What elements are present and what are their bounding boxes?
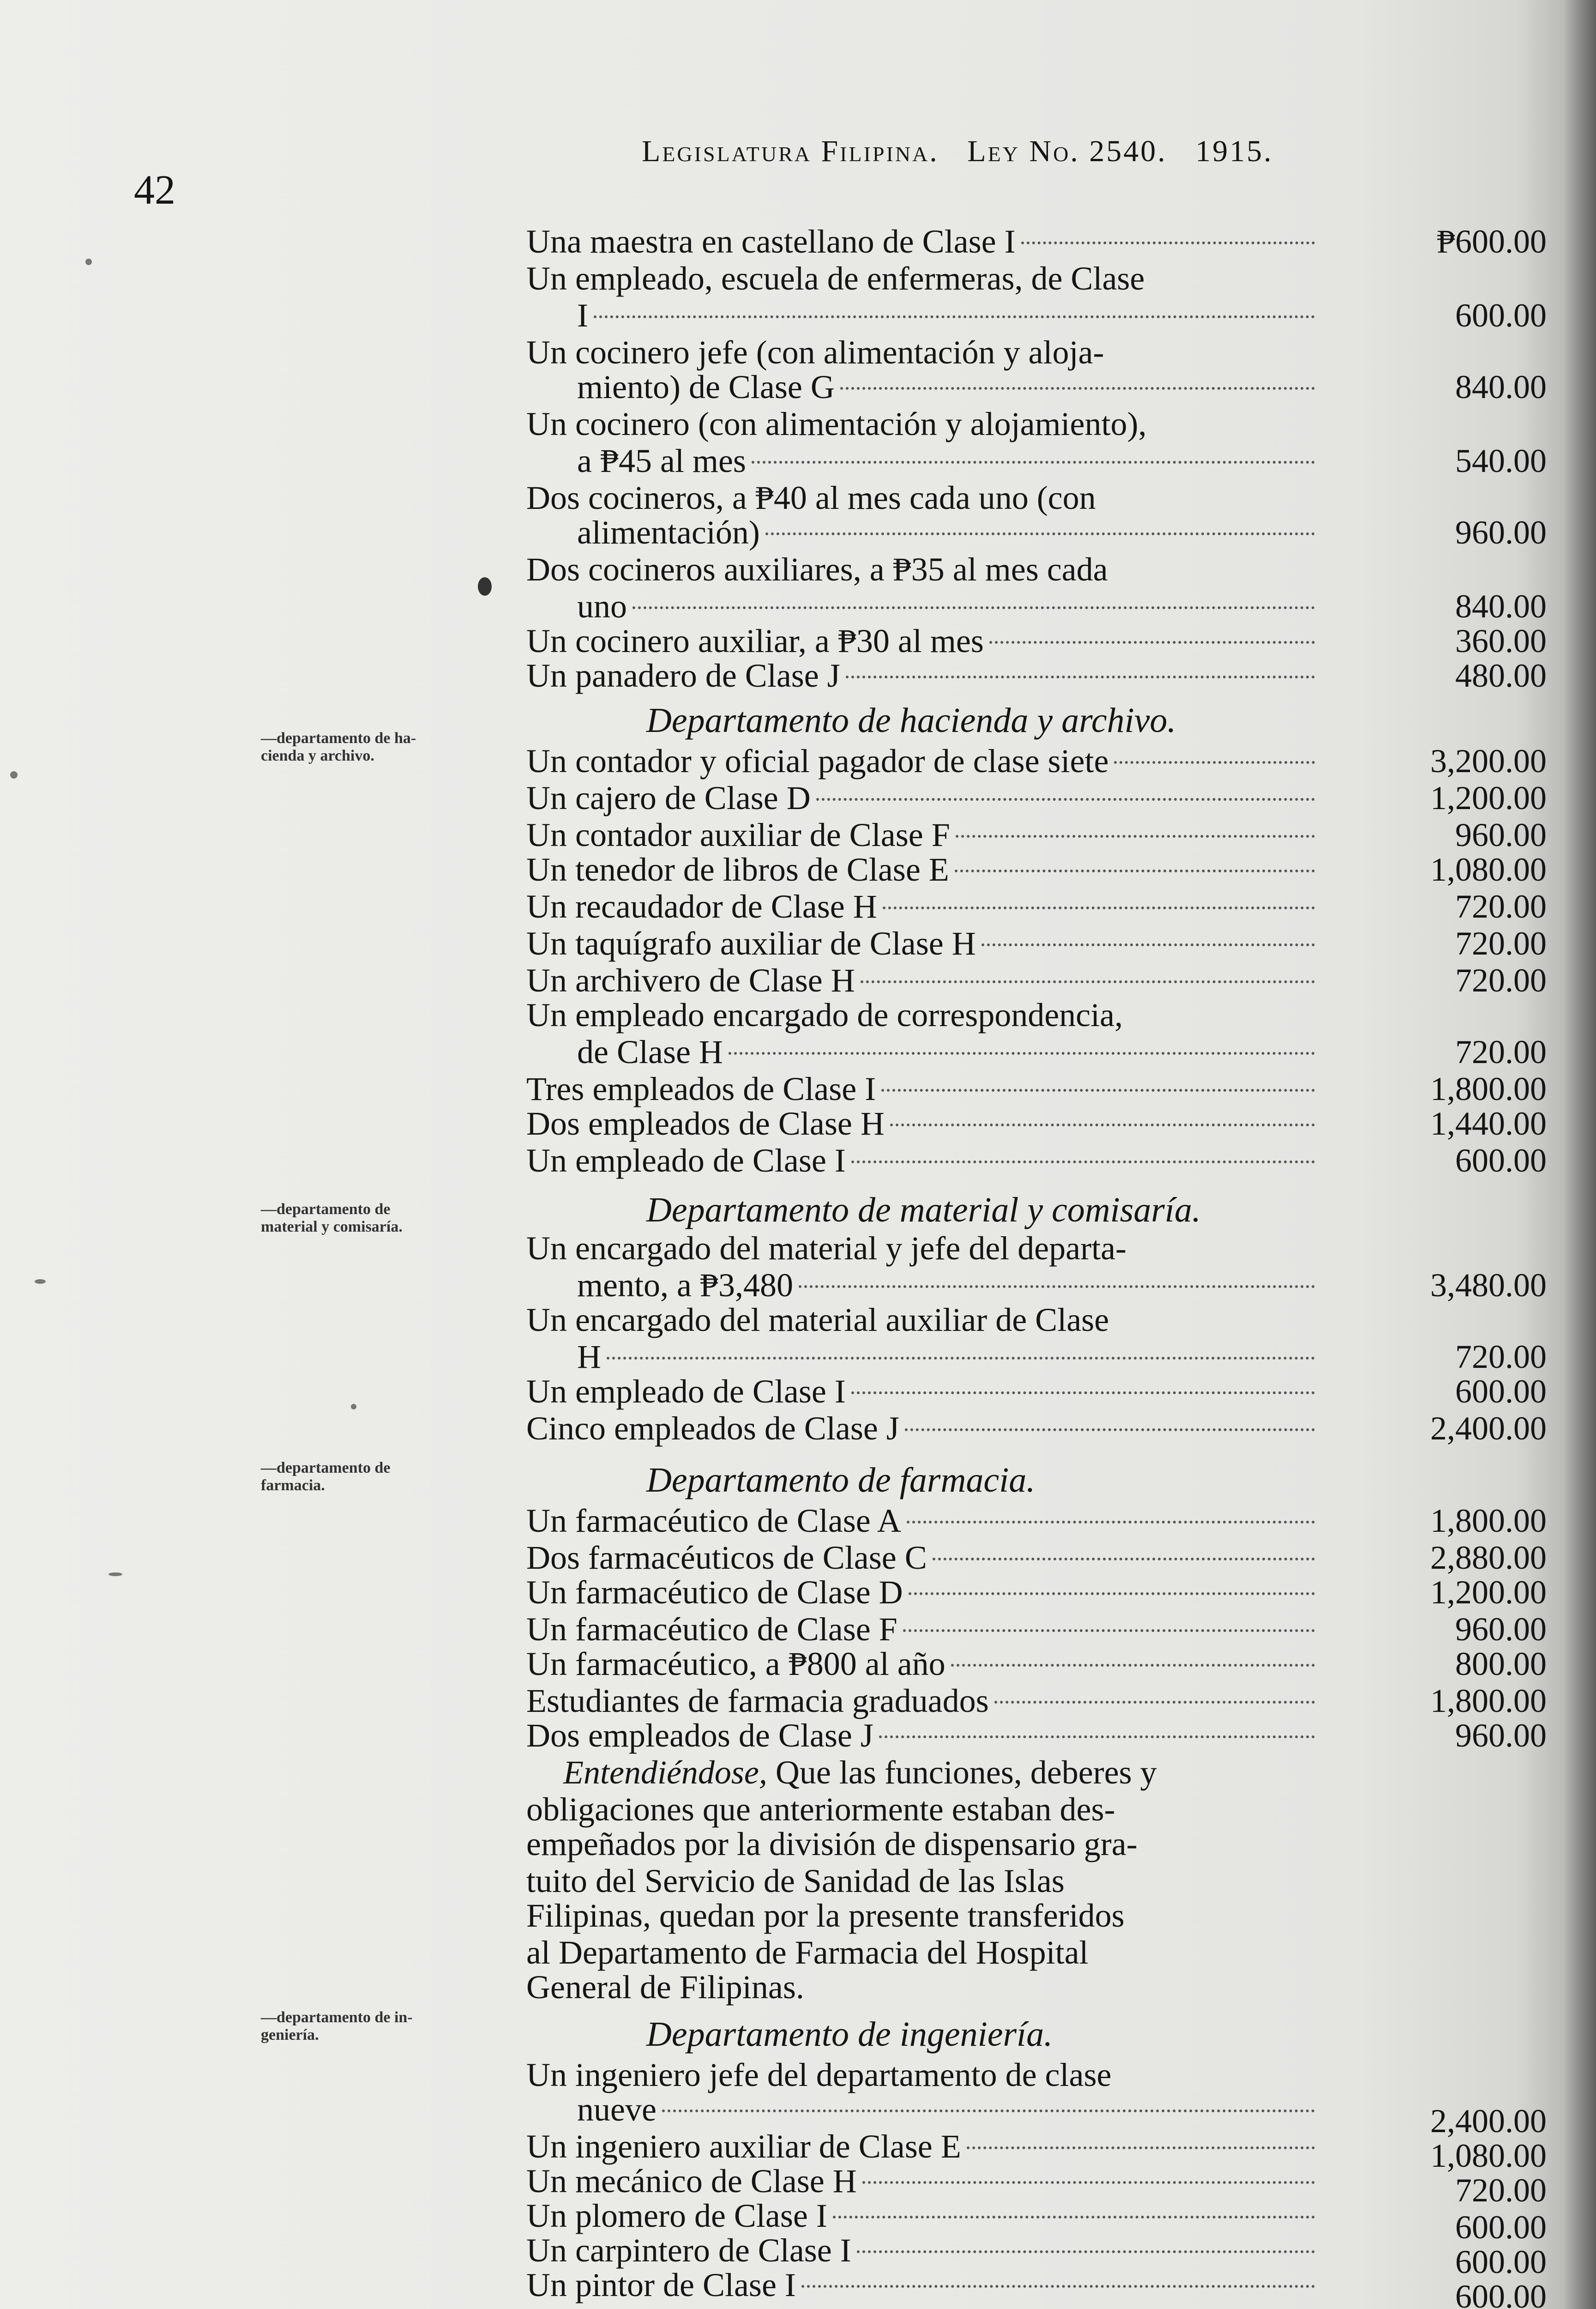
entry-amount: 600.00	[1455, 1373, 1547, 1410]
entry-amount: 600.00	[1455, 2278, 1547, 2309]
entry-line: Dos cocineros, a ₱40 al mes cada uno (con	[526, 479, 1096, 516]
entry-amount: 600.00	[1455, 1142, 1547, 1179]
entry-line: Un empleado de Clase I	[526, 1143, 1320, 1178]
proviso-line: Filipinas, quedan por la presente transferidos	[526, 1897, 1125, 1934]
entry-line: de Clase H	[577, 1034, 1320, 1070]
entry-line: Un pintor de Clase I	[526, 2267, 1320, 2303]
entry-line: miento) de Clase G	[577, 369, 1320, 405]
entry-line: uno	[577, 589, 1320, 624]
entry-line: Un farmacéutico de Clase A	[526, 1503, 1320, 1538]
entry-line: mento, a ₱3,480	[577, 1268, 1320, 1303]
entry-amount: 960.00	[1455, 1717, 1547, 1754]
entry-amount: 960.00	[1455, 514, 1547, 551]
proviso-line: General de Filipinas.	[526, 1969, 804, 2006]
entry-amount: ₱600.00	[1436, 223, 1547, 260]
entry-amount: 480.00	[1455, 657, 1547, 694]
section-heading: Departamento de hacienda y archivo.	[646, 701, 1176, 740]
entry-line: Cinco empleados de Clase J	[526, 1411, 1320, 1446]
entry-amount: 720.00	[1455, 925, 1547, 962]
header-title: Legislatura Filipina.	[642, 134, 939, 168]
entry-amount: 1,200.00	[1430, 1574, 1547, 1611]
entry-line: Un farmacéutico de Clase D	[526, 1575, 1320, 1610]
entry-line: Un recaudador de Clase H	[526, 889, 1320, 924]
entry-line: Un cocinero (con alimentación y alojamiento),	[526, 405, 1147, 442]
entry-amount: 800.00	[1455, 1645, 1547, 1682]
entry-amount: 720.00	[1455, 2172, 1547, 2209]
margin-note: —departamento de ha- cienda y archivo.	[261, 730, 416, 764]
entry-amount: 840.00	[1455, 369, 1547, 405]
entry-amount: 2,400.00	[1430, 2103, 1547, 2140]
proviso-line: empeñados por la división de dispensario gra-	[526, 1825, 1138, 1862]
entry-line: Un contador y oficial pagador de clase siete	[526, 743, 1320, 779]
ink-speck	[35, 1279, 46, 1284]
entry-amount: 840.00	[1455, 588, 1547, 625]
entry-line: Un encargado del material y jefe del departa-	[526, 1230, 1127, 1267]
entry-line: Tres empleados de Clase I	[526, 1071, 1320, 1106]
entry-amount: 3,200.00	[1430, 743, 1547, 780]
entry-line: Dos empleados de Clase H	[526, 1106, 1320, 1141]
header-law: Ley No. 2540.	[967, 134, 1167, 168]
entry-amount: 720.00	[1455, 1034, 1547, 1070]
entry-line: Un tenedor de libros de Clase E	[526, 852, 1320, 887]
entry-line: Un archivero de Clase H	[526, 963, 1320, 998]
entry-line: nueve	[577, 2092, 1320, 2127]
entry-amount: 600.00	[1455, 2243, 1547, 2280]
entry-line: Un taquígrafo auxiliar de Clase H	[526, 926, 1320, 961]
entry-amount: 3,480.00	[1430, 1267, 1547, 1304]
entry-amount: 1,800.00	[1430, 1502, 1547, 1539]
entry-amount: 1,800.00	[1430, 1070, 1547, 1107]
section-heading: Departamento de farmacia.	[646, 1461, 1036, 1499]
binding-edge-shadow	[1564, 0, 1596, 2309]
entry-amount: 540.00	[1455, 442, 1547, 479]
entry-amount: 1,200.00	[1430, 780, 1547, 816]
entry-line: Un cocinero jefe (con alimentación y aloja-	[526, 334, 1104, 371]
entry-amount: 1,080.00	[1430, 2137, 1547, 2174]
section-heading: Departamento de ingeniería.	[646, 2015, 1053, 2054]
entry-amount: 2,880.00	[1430, 1539, 1547, 1576]
section-heading: Departamento de material y comisaría.	[646, 1191, 1201, 1229]
ink-speck	[351, 1404, 356, 1409]
entry-line: Un cajero de Clase D	[526, 780, 1320, 816]
page-number: 42	[134, 167, 175, 213]
entry-line: Un ingeniero jefe del departamento de clase	[526, 2056, 1112, 2093]
entry-line: Un encargado del material auxiliar de Clase	[526, 1301, 1109, 1338]
entry-amount: 360.00	[1455, 623, 1547, 659]
proviso-line: al Departamento de Farmacia del Hospital	[526, 1934, 1089, 1971]
proviso-lead: Entendiéndose,	[563, 1754, 767, 1791]
proviso-line: obligaciones que anteriormente estaban des-	[526, 1791, 1115, 1828]
entry-amount: 1,080.00	[1430, 851, 1547, 888]
entry-line: Un mecánico de Clase H	[526, 2164, 1320, 2199]
entry-line: alimentación)	[577, 515, 1320, 550]
entry-amount: 720.00	[1455, 1338, 1547, 1375]
entry-line: H	[577, 1339, 1320, 1374]
ink-speck	[478, 577, 492, 596]
entry-amount: 720.00	[1455, 962, 1547, 999]
entry-amount: 600.00	[1455, 2209, 1547, 2246]
entry-amount: 960.00	[1455, 1611, 1547, 1648]
entry-line: I	[577, 298, 1320, 333]
margin-note: —departamento de material y comisaría.	[261, 1201, 403, 1235]
margin-note: —departamento de in- geniería.	[261, 2009, 413, 2043]
entry-line: Un panadero de Clase J	[526, 658, 1320, 693]
entry-line: Un carpintero de Clase I	[526, 2233, 1320, 2268]
entry-amount: 600.00	[1455, 297, 1547, 334]
entry-line: Dos cocineros auxiliares, a ₱35 al mes cada	[526, 551, 1108, 588]
entry-line: Un cocinero auxiliar, a ₱30 al mes	[526, 623, 1320, 659]
proviso-line: Entendiéndose, Que las funciones, deberes y	[563, 1754, 1157, 1791]
entry-line: Un contador auxiliar de Clase F	[526, 817, 1320, 852]
entry-line: Una maestra en castellano de Clase I	[526, 224, 1320, 259]
entry-line: Un empleado de Clase I	[526, 1374, 1320, 1409]
ink-speck	[108, 1572, 122, 1576]
entry-line: Estudiantes de farmacia graduados	[526, 1683, 1320, 1718]
entry-amount: 960.00	[1455, 816, 1547, 853]
entry-line: Un plomero de Clase I	[526, 2198, 1320, 2233]
entry-amount: 720.00	[1455, 888, 1547, 925]
ink-speck	[10, 771, 18, 779]
entry-amount: 1,440.00	[1430, 1105, 1547, 1142]
ink-speck	[85, 259, 92, 265]
entry-line: Un empleado, escuela de enfermeras, de Clase	[526, 260, 1145, 297]
entry-line: Dos empleados de Clase J	[526, 1718, 1320, 1753]
entry-amount: 2,400.00	[1430, 1410, 1547, 1447]
running-header	[642, 134, 1273, 169]
header-year: 1915.	[1195, 134, 1273, 168]
entry-line: Un empleado encargado de correspondencia,	[526, 997, 1123, 1034]
entry-line: Un ingeniero auxiliar de Clase E	[526, 2129, 1320, 2164]
entry-line: Un farmacéutico de Clase F	[526, 1612, 1320, 1647]
proviso-line: tuito del Servicio de Sanidad de las Islas	[526, 1862, 1065, 1899]
entry-line: Un farmacéutico, a ₱800 al año	[526, 1646, 1320, 1681]
entry-amount: 1,800.00	[1430, 1682, 1547, 1719]
margin-note: —departamento de farmacia.	[261, 1459, 391, 1494]
entry-line: a ₱45 al mes	[577, 443, 1320, 478]
entry-line: Dos farmacéuticos de Clase C	[526, 1540, 1320, 1575]
